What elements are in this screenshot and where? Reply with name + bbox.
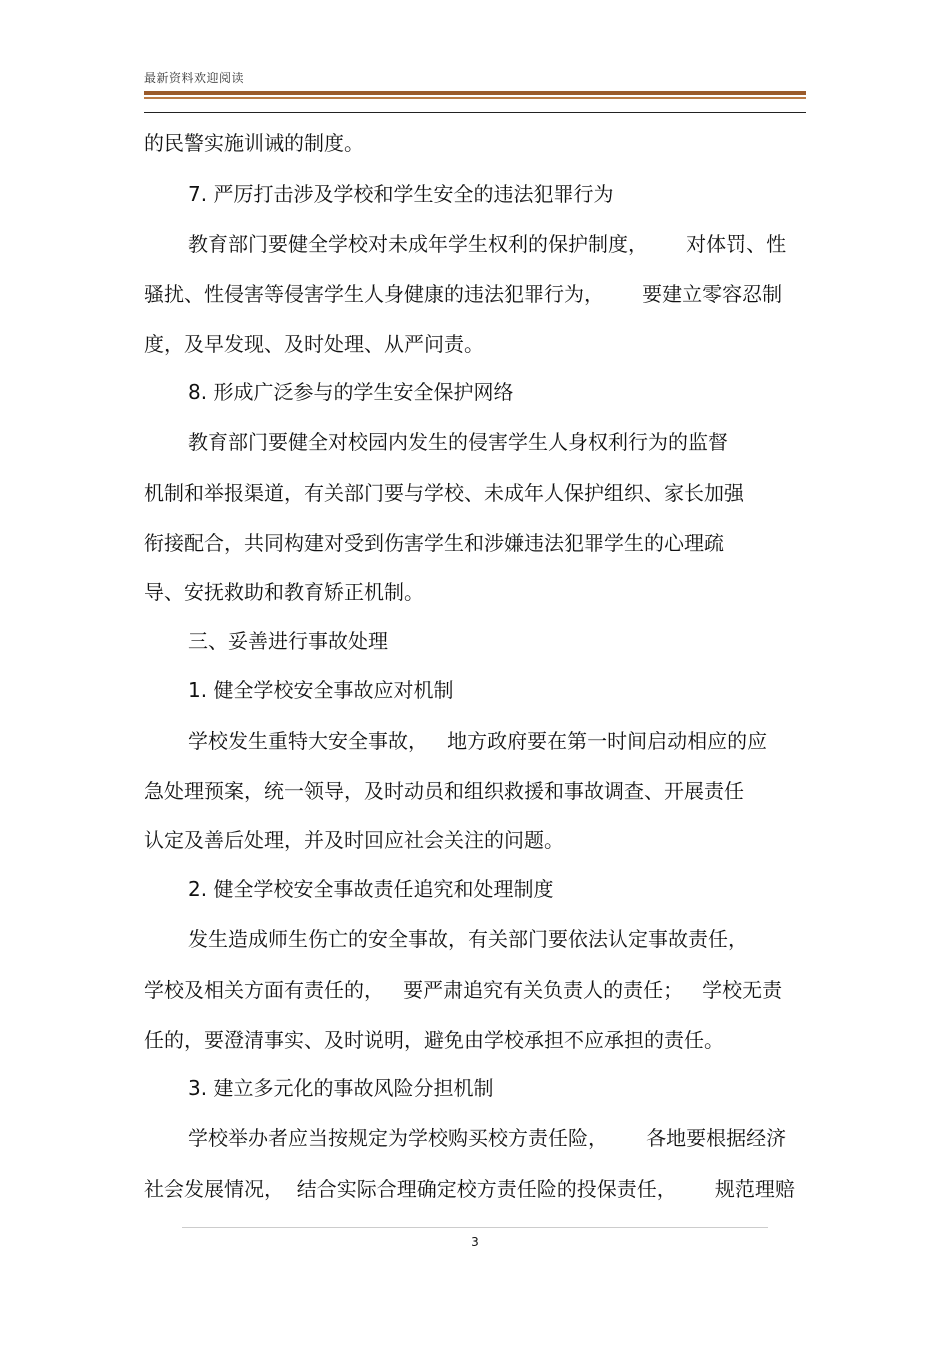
body-line: 社会发展情况， 结合实际合理确定校方责任险的投保责任， 规范理赔 <box>144 1177 795 1201</box>
body-line: 导、安抚救助和教育矫正机制。 <box>144 580 424 604</box>
section-heading: 3. 建立多元化的事故风险分担机制 <box>188 1076 494 1100</box>
body-line: 骚扰、性侵害等侵害学生人身健康的违法犯罪行为， 要建立零容忍制 <box>144 282 783 306</box>
section-heading: 1. 健全学校安全事故应对机制 <box>188 678 454 702</box>
header-rule-mid <box>144 97 806 99</box>
body-line: 机制和举报渠道，有关部门要与学校、未成年人保护组织、家长加强 <box>144 481 744 505</box>
section-heading: 8. 形成广泛参与的学生安全保护网络 <box>188 380 514 404</box>
header-rule-thin <box>144 112 806 113</box>
body-line: 学校及相关方面有责任的， 要严肃追究有关负责人的责任； 学校无责 <box>144 978 783 1002</box>
body-line: 度，及早发现、及时处理、从严问责。 <box>144 332 484 356</box>
header-title: 最新资料欢迎阅读 <box>144 71 245 85</box>
body-line: 发生造成师生伤亡的安全事故，有关部门要依法认定事故责任， <box>188 927 748 951</box>
section-heading: 7. 严厉打击涉及学校和学生安全的违法犯罪行为 <box>188 182 614 206</box>
body-line: 急处理预案，统一领导，及时动员和组织救援和事故调查、开展责任 <box>144 779 744 803</box>
section-heading: 2. 健全学校安全事故责任追究和处理制度 <box>188 877 554 901</box>
chapter-heading: 三、妥善进行事故处理 <box>188 629 388 653</box>
body-line: 学校发生重特大安全事故， 地方政府要在第一时间启动相应的应 <box>188 729 768 753</box>
body-line: 教育部门要健全学校对未成年学生权利的保护制度， 对体罚、性 <box>188 232 787 256</box>
header-rule-thick <box>144 91 806 95</box>
page-number: 3 <box>471 1235 479 1249</box>
body-line: 的民警实施训诫的制度。 <box>144 131 364 155</box>
footer-rule <box>182 1227 768 1228</box>
body-line: 认定及善后处理，并及时回应社会关注的问题。 <box>144 828 564 852</box>
body-line: 衔接配合，共同构建对受到伤害学生和涉嫌违法犯罪学生的心理疏 <box>144 531 724 555</box>
body-line: 任的，要澄清事实、及时说明，避免由学校承担不应承担的责任。 <box>144 1028 724 1052</box>
body-line: 学校举办者应当按规定为学校购买校方责任险， 各地要根据经济 <box>188 1126 787 1150</box>
body-line: 教育部门要健全对校园内发生的侵害学生人身权利行为的监督 <box>188 430 728 454</box>
